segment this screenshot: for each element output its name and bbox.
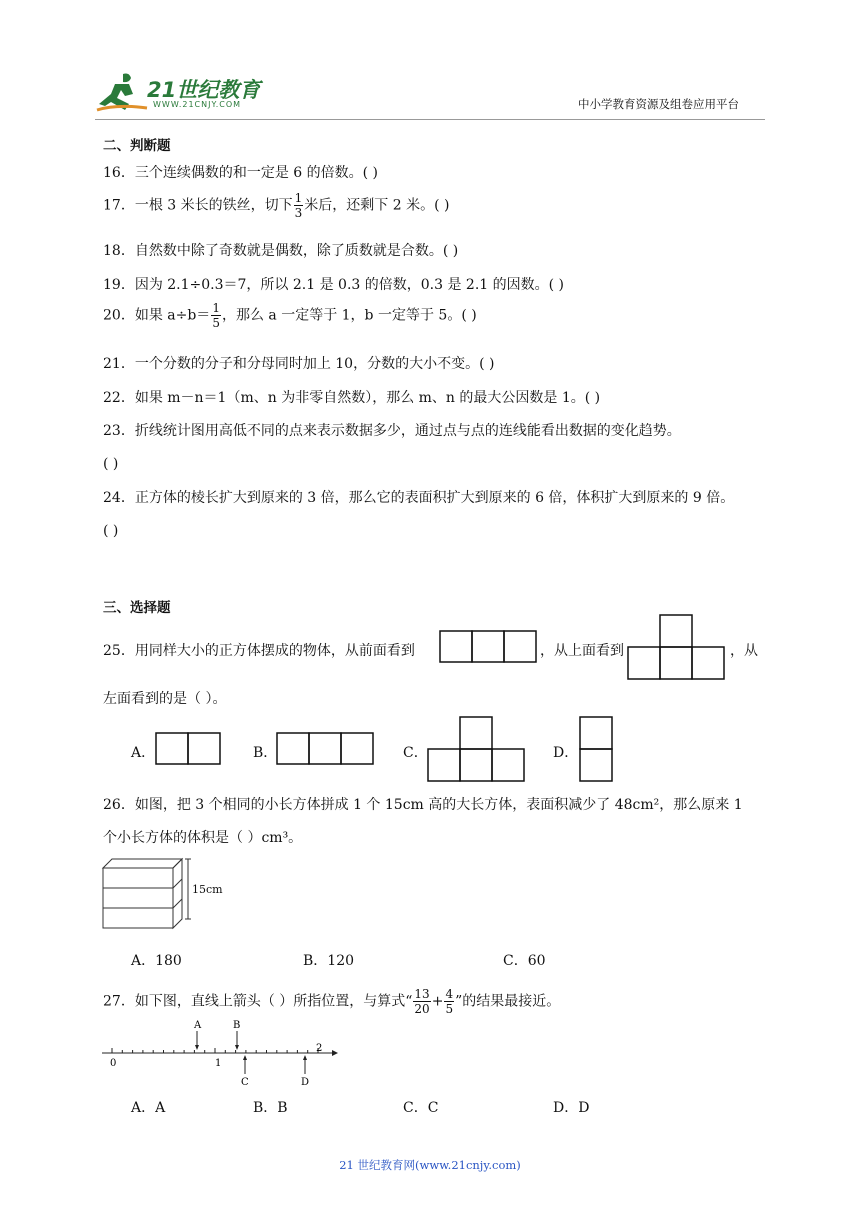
option-27-a[interactable]: A．A (131, 1100, 166, 1116)
question-16: 16．三个连续偶数的和一定是 6 的倍数。( ) (103, 165, 378, 181)
option-27-d[interactable]: D．D (553, 1100, 590, 1116)
option-26-a[interactable]: A．180 (131, 953, 182, 969)
cuboid-stack-figure (102, 858, 222, 934)
question-27-text-a: 27．如下图，直线上箭头（ ）所指位置，与算式“ (103, 993, 413, 1010)
fraction-one-third (294, 192, 304, 219)
option-25-c-label[interactable]: C． (403, 745, 428, 761)
tick-label-0: 0 (110, 1058, 117, 1069)
question-22: 22．如果 m－n＝1（m、n 为非零自然数），那么 m、n 的最大公因数是 1。( ) (103, 390, 601, 406)
option-25-d-label[interactable]: D． (553, 745, 579, 761)
question-20 (103, 302, 477, 329)
question-23: 23．折线统计图用高低不同的点来表示数据多少，通过点与点的连线能看出数据的变化趋势。 (103, 423, 681, 439)
question-17-text-b: 米后，还剩下 2 米。( ) (304, 197, 450, 214)
option-25-a-label[interactable]: A． (131, 745, 156, 761)
question-20-text-a: 20．如果 a÷b＝ (103, 307, 211, 324)
page-footer: 21 世纪教育网(www.21cnjy.com) (339, 1158, 521, 1172)
option-26-c[interactable]: C．60 (503, 953, 546, 969)
arrow-label-d: D (301, 1077, 310, 1088)
fraction-denominator: 5 (445, 1002, 454, 1016)
fraction-denominator: 5 (212, 316, 220, 330)
fraction-numerator: 13 (414, 987, 430, 1001)
top-view-figure (627, 614, 727, 680)
question-17-text-a: 17．一根 3 米长的铁丝，切下 (103, 197, 293, 214)
arrow-label-a: A (194, 1020, 202, 1031)
tick-label-1: 1 (215, 1058, 222, 1069)
option-25-b-figure (276, 732, 376, 766)
arrow-d-head-icon (303, 1055, 307, 1060)
logo-url: WWW.21CNJY.COM (153, 100, 242, 109)
fraction-numerator: 1 (294, 191, 303, 205)
arrow-label-b: B (233, 1020, 241, 1031)
number-line-figure (100, 1018, 340, 1090)
option-25-c-figure (427, 716, 527, 782)
fraction-4-5 (444, 988, 454, 1015)
option-25-d-figure (579, 716, 615, 782)
question-26-text-a: 26．如图，把 3 个相同的小长方体拼成 1 个 15cm 高的大长方体，表面积减少了 48cm²，那么原来 1 (103, 797, 743, 813)
option-25-b-label[interactable]: B． (253, 745, 278, 761)
height-label: 15cm (192, 883, 223, 896)
option-27-b[interactable]: B．B (253, 1100, 288, 1116)
question-24: 24．正方体的棱长扩大到原来的 3 倍，那么它的表面积扩大到原来的 6 倍，体积扩大到原来的 9 倍。 (103, 490, 735, 506)
fraction-one-fifth (211, 302, 221, 329)
question-18: 18．自然数中除了奇数就是偶数，除了质数就是合数。( ) (103, 243, 459, 259)
arrow-label-c: C (241, 1077, 249, 1088)
arrow-b-head-icon (235, 1045, 239, 1050)
fraction-numerator: 4 (445, 987, 454, 1001)
option-27-c[interactable]: C．C (403, 1100, 439, 1116)
question-21: 21．一个分数的分子和分母同时加上 10，分数的大小不变。( ) (103, 356, 495, 372)
question-17 (103, 192, 449, 219)
plus-sign: + (431, 993, 444, 1010)
section-choice-title: 三、选择题 (103, 600, 171, 616)
question-26-text-b: 个小长方体的体积是（ ）cm³。 (103, 830, 303, 846)
question-25-text-b: ，从上面看到 (540, 643, 624, 659)
logo-text: 21世纪教育 (147, 78, 261, 102)
question-25-text-d: 左面看到的是（ ）。 (103, 691, 227, 707)
option-25-a-figure (155, 732, 221, 766)
question-27-text-b: ”的结果最接近。 (455, 993, 561, 1010)
runner-logo-icon (95, 70, 151, 116)
platform-name: 中小学教育资源及组卷应用平台 (578, 97, 739, 111)
question-20-text-b: ，那么 a 一定等于 1，b 一定等于 5。( ) (221, 307, 477, 324)
arrow-c-head-icon (243, 1055, 247, 1060)
question-19: 19．因为 2.1÷0.3＝7，所以 2.1 是 0.3 的倍数，0.3 是 2.1 的因数。( ) (103, 277, 565, 293)
front-view-figure (439, 630, 539, 664)
fraction-denominator: 20 (414, 1002, 430, 1016)
fraction-denominator: 3 (294, 206, 303, 220)
question-25-text-c: ，从 (730, 643, 758, 659)
fraction-numerator: 1 (212, 301, 220, 315)
option-26-b[interactable]: B．120 (303, 953, 355, 969)
fraction-13-20 (413, 988, 430, 1015)
number-line-ticks (112, 1048, 318, 1053)
question-23-answer: ( ) (103, 456, 119, 472)
question-27 (103, 988, 560, 1015)
section-judge-title: 二、判断题 (103, 138, 171, 154)
logo (95, 70, 265, 116)
question-24-answer: ( ) (103, 523, 119, 539)
tick-label-2: 2 (316, 1043, 323, 1054)
arrow-a-head-icon (195, 1045, 199, 1050)
question-25-text-a: 25．用同样大小的正方体摆成的物体，从前面看到 (103, 643, 415, 659)
header-divider (95, 119, 765, 120)
